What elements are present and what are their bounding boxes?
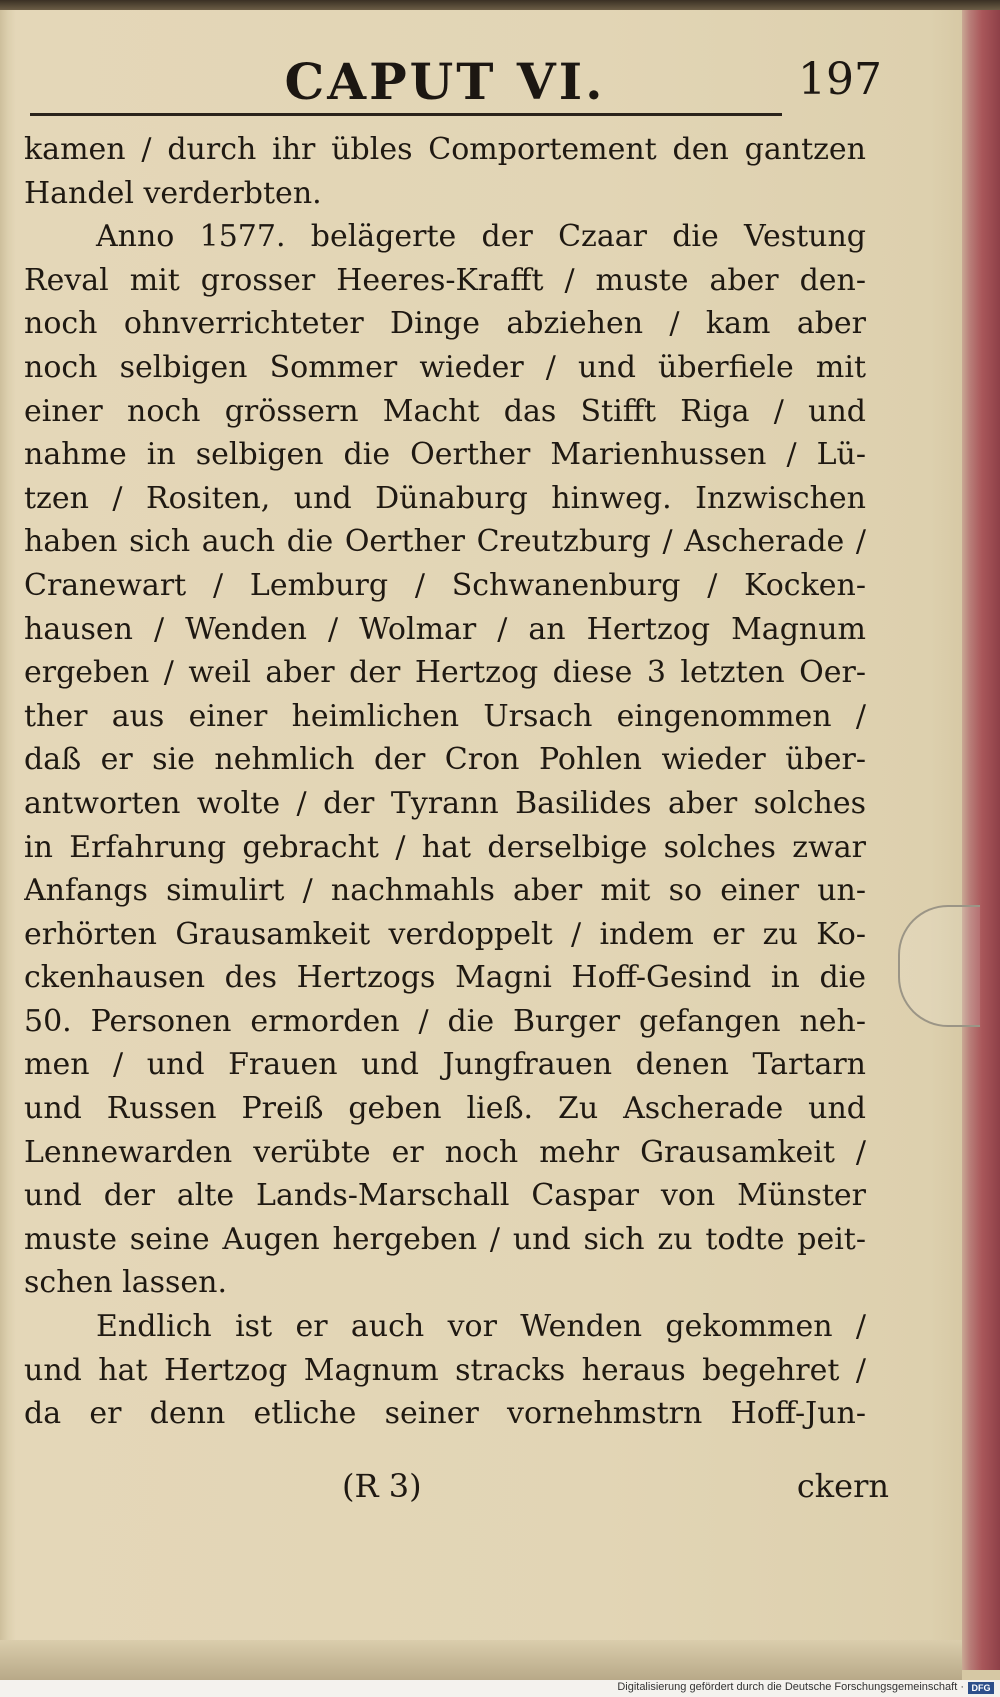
text-line: da er denn etliche seiner vornehmstrn Hoff-Jun- <box>24 1396 866 1432</box>
text-line: kamen / durch ihr übles Comportement den gantzen <box>24 132 866 167</box>
text-line: und hat Hertzog Magnum stracks heraus begehret / <box>24 1352 866 1388</box>
credit-bar <box>0 1680 1000 1697</box>
text-line: einer noch grössern Macht das Stifft Riga / und <box>24 393 866 429</box>
header-rule <box>30 113 782 116</box>
funding-credit: Digitalisierung gefördert durch die Deutsche Forschungsgemeinschaft · <box>617 1681 964 1693</box>
chapter-title: CAPUT VI. <box>284 52 606 111</box>
text-line: hausen / Wenden / Wolmar / an Hertzog Magnum <box>24 611 866 647</box>
signature-mark: (R 3) <box>342 1467 422 1505</box>
text-line: erhörten Grausamkeit verdoppelt / indem er zu Ko- <box>24 916 866 952</box>
text-line: schen lassen. <box>24 1265 228 1301</box>
text-line: ther aus einer heimlichen Ursach eingenommen / <box>24 698 866 734</box>
text-line: Lennewarden verübte er noch mehr Grausamkeit / <box>24 1134 866 1170</box>
text-line: men / und Frauen und Jungfrauen denen Tartarn <box>24 1047 866 1083</box>
text-line: daß er sie nehmlich der Cron Pohlen wieder über- <box>24 742 866 778</box>
text-line: ergeben / weil aber der Hertzog diese 3 letzten Oer- <box>24 655 866 691</box>
text-line: noch selbigen Sommer wieder / und überfiele mit <box>24 349 866 385</box>
text-line: haben sich auch die Oerther Creutzburg / Ascherade / <box>24 524 866 560</box>
text-line: Anno 1577. belägerte der Czaar die Vestung <box>96 219 866 255</box>
text-line: Anfangs simulirt / nachmahls aber mit so einer un- <box>24 873 866 909</box>
text-line: in Erfahrung gebracht / hat derselbige solches zwar <box>24 829 866 865</box>
page-bottom-shadow <box>0 1640 962 1680</box>
running-header <box>30 52 882 112</box>
page-number: 197 <box>798 54 882 105</box>
text-line: und der alte Lands-Marschall Caspar von Münster <box>24 1178 866 1214</box>
dfg-logo: DFG <box>968 1682 994 1694</box>
text-line: und Russen Preiß geben ließ. Zu Ascherade und <box>24 1091 866 1127</box>
page-edges-red <box>962 10 1000 1670</box>
book-top-edge <box>0 0 1000 10</box>
text-line: Endlich ist er auch vor Wenden gekommen / <box>96 1309 866 1345</box>
text-line: muste seine Augen hergeben / und sich zu todte peit- <box>24 1221 866 1257</box>
text-line: ckenhausen des Hertzogs Magni Hoff-Gesind in die <box>24 960 866 996</box>
text-line: nahme in selbigen die Oerther Marienhussen / Lü- <box>24 437 866 473</box>
catchword: ckern <box>796 1467 889 1505</box>
body-text <box>24 128 866 1436</box>
text-line: Handel verderbten. <box>24 175 322 211</box>
page-footer <box>24 1464 889 1508</box>
text-line: tzen / Rositen, und Dünaburg hinweg. Inzwischen <box>24 480 866 516</box>
text-line: Reval mit grosser Heeres-Krafft / muste aber den- <box>24 262 866 298</box>
text-line: Cranewart / Lemburg / Schwanenburg / Kocken- <box>24 567 866 603</box>
text-line: antworten wolte / der Tyrann Basilides aber solches <box>24 785 866 821</box>
paper-clip-bookmark <box>898 905 980 1027</box>
text-line: 50. Personen ermorden / die Burger gefangen neh- <box>24 1003 866 1039</box>
text-line: noch ohnverrichteter Dinge abziehen / kam aber <box>24 306 866 342</box>
